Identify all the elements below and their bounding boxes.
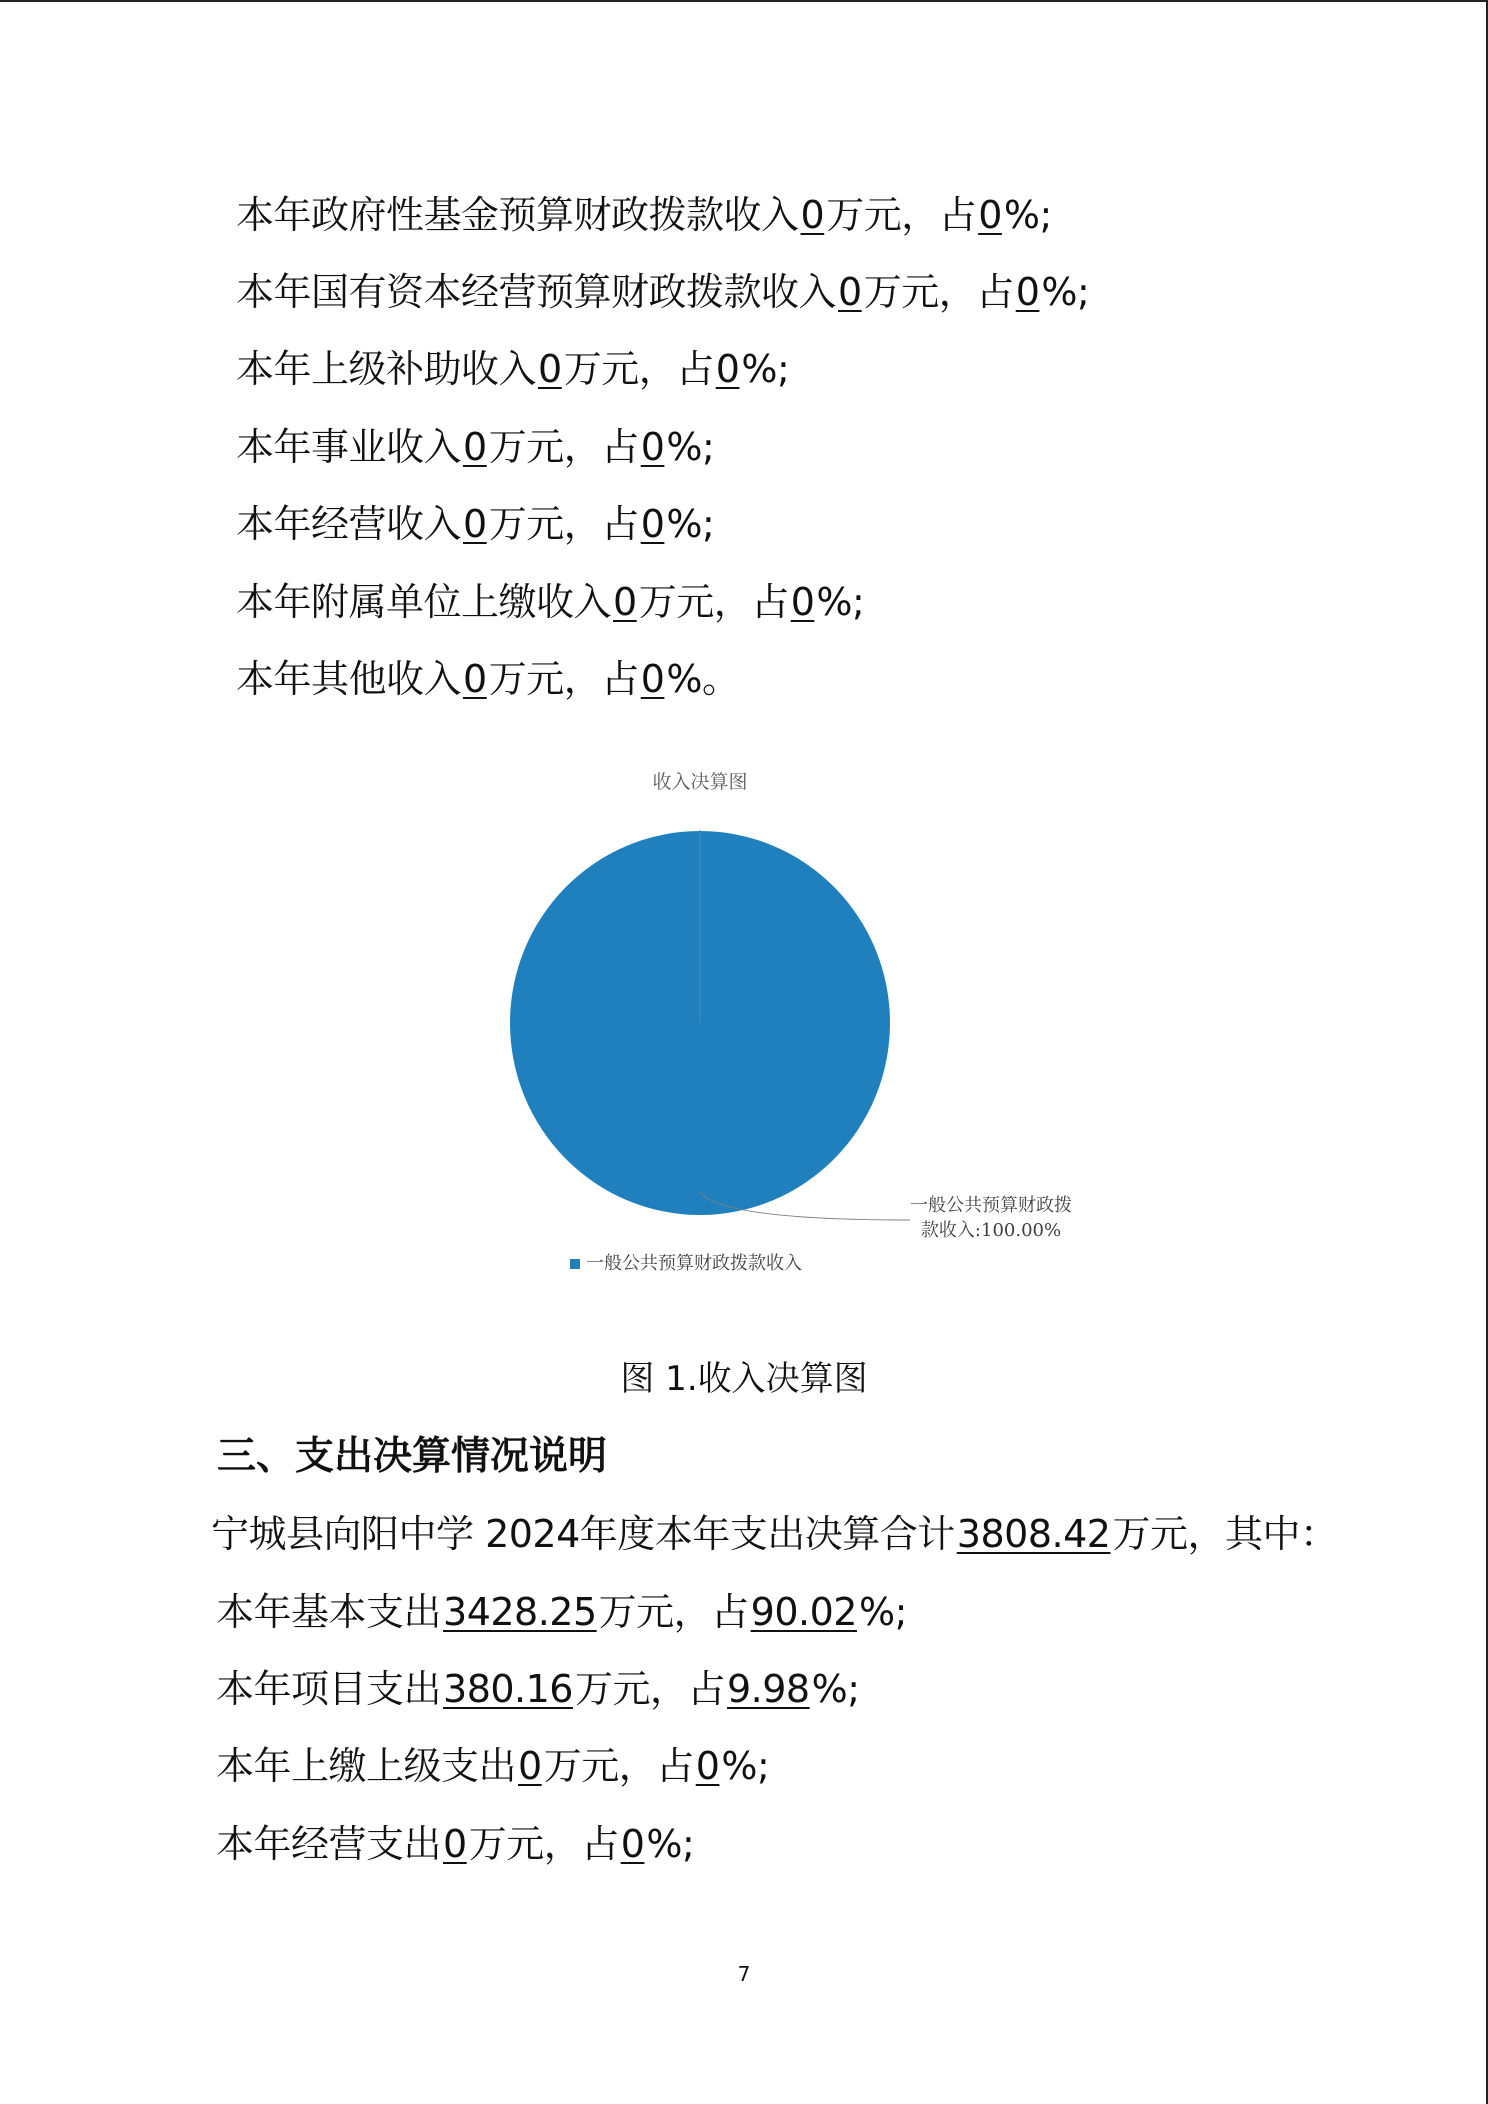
page-border-top bbox=[0, 0, 1488, 2]
expense-amount: 3428.25 bbox=[443, 1590, 597, 1634]
income-line-gov-fund: 本年政府性基金预算财政拨款收入0万元，占0%; bbox=[236, 193, 1052, 237]
income-amount: 0 bbox=[463, 657, 487, 701]
expense-pct: 9.98 bbox=[727, 1667, 810, 1711]
income-line-state-capital: 本年国有资本经营预算财政拨款收入0万元，占0%; bbox=[236, 270, 1090, 314]
income-line-other: 本年其他收入0万元，占0%。 bbox=[236, 657, 740, 701]
expense-pct: 90.02 bbox=[750, 1590, 857, 1634]
expense-total: 3808.42 bbox=[956, 1512, 1111, 1556]
expense-line-project: 本年项目支出380.16万元，占9.98%; bbox=[216, 1667, 860, 1711]
legend-swatch bbox=[570, 1259, 580, 1269]
expense-pct: 0 bbox=[620, 1822, 645, 1866]
pie-data-label bbox=[910, 1193, 1072, 1243]
income-amount: 0 bbox=[613, 580, 637, 624]
income-pct: 0 bbox=[978, 193, 1002, 237]
income-amount: 0 bbox=[463, 425, 487, 469]
data-label-line2: 款收入:100.00% bbox=[920, 1220, 1062, 1241]
income-pct: 0 bbox=[640, 657, 665, 701]
income-pct: 0 bbox=[640, 502, 665, 546]
figure-caption: 图 1.收入决算图 bbox=[620, 1359, 868, 1399]
expense-pct: 0 bbox=[695, 1744, 720, 1788]
expense-amount: 0 bbox=[443, 1822, 467, 1866]
income-line-affiliated: 本年附属单位上缴收入0万元，占0%; bbox=[236, 580, 865, 624]
income-pie-chart bbox=[470, 755, 1150, 1275]
income-line-operating: 本年经营收入0万元，占0%; bbox=[236, 502, 715, 546]
income-pct: 0 bbox=[715, 347, 740, 391]
expense-amount: 0 bbox=[518, 1744, 542, 1788]
section-heading: 三、支出决算情况说明 bbox=[217, 1434, 608, 1479]
chart-title: 收入决算图 bbox=[652, 771, 748, 793]
chart-legend bbox=[570, 1249, 802, 1275]
expense-line-operating: 本年经营支出0万元，占0%; bbox=[216, 1822, 695, 1866]
income-line-superior-subsidy: 本年上级补助收入0万元，占0%; bbox=[236, 347, 790, 391]
income-pct: 0 bbox=[640, 425, 665, 469]
data-label-line1: 一般公共预算财政拨 bbox=[910, 1195, 1072, 1216]
page-number: 7 bbox=[737, 1962, 751, 1986]
income-pct: 0 bbox=[790, 580, 815, 624]
expense-line-basic: 本年基本支出3428.25万元，占90.02%; bbox=[216, 1590, 907, 1634]
income-pct: 0 bbox=[1015, 270, 1040, 314]
income-amount: 0 bbox=[463, 502, 487, 546]
expense-amount: 380.16 bbox=[443, 1667, 573, 1711]
income-amount: 0 bbox=[838, 270, 862, 314]
income-line-business: 本年事业收入0万元，占0%; bbox=[236, 425, 715, 469]
legend-entry: 一般公共预算财政拨款收入 bbox=[586, 1253, 802, 1274]
expense-summary: 宁城县向阳中学 2024年度本年支出决算合计3808.42万元，其中： bbox=[211, 1512, 1338, 1556]
income-amount: 0 bbox=[538, 347, 562, 391]
expense-line-superior: 本年上缴上级支出0万元，占0%; bbox=[216, 1744, 770, 1788]
income-amount: 0 bbox=[800, 193, 825, 237]
